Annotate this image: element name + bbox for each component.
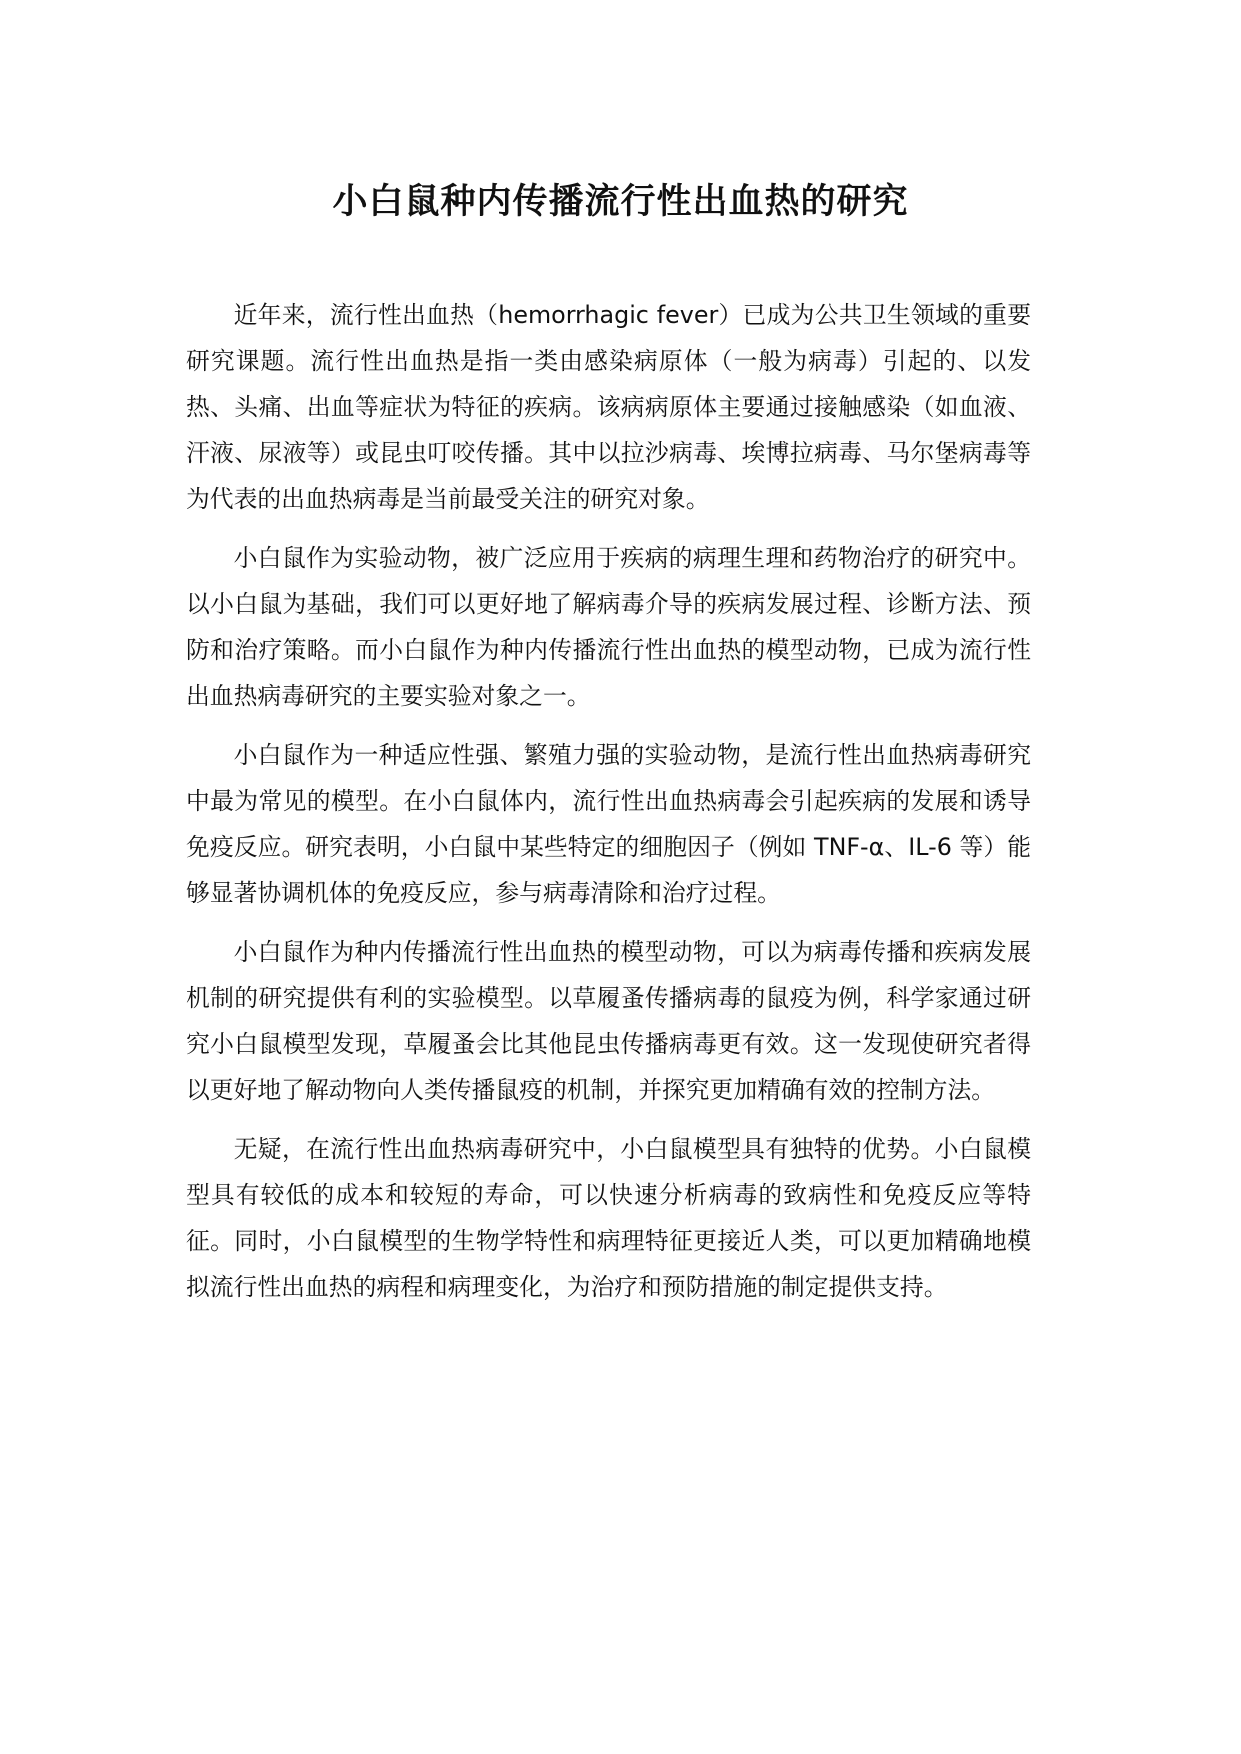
document-body	[186, 292, 1031, 1323]
document-title: 小白鼠种内传播流行性出血热的研究	[332, 182, 909, 222]
paragraph-1: 近年来，流行性出血热（hemorrhagic fever）已成为公共卫生领域的重要研究课题。流行性出血热是指一类由感染病原体（一般为病毒）引起的、以发热、头痛、出血等症状为特征的疾病。该病病原体主要通过接触感染（如血液、汗液、尿液等）或昆虫叮咬传播。其中以拉沙病毒、埃博拉病毒、马尔堡病毒等为代表的出血热病毒是当前最受关注的研究对象。	[186, 301, 1031, 513]
paragraph-5: 无疑，在流行性出血热病毒研究中，小白鼠模型具有独特的优势。小白鼠模型具有较低的成本和较短的寿命，可以快速分析病毒的致病性和免疫反应等特征。同时，小白鼠模型的生物学特性和病理特征更接近人类，可以更加精确地模拟流行性出血热的病程和病理变化，为治疗和预防措施的制定提供支持。	[186, 1135, 1031, 1301]
paragraph-3: 小白鼠作为一种适应性强、繁殖力强的实验动物，是流行性出血热病毒研究中最为常见的模型。在小白鼠体内，流行性出血热病毒会引起疾病的发展和诱导免疫反应。研究表明，小白鼠中某些特定的细胞因子（例如 TNF-α、IL-6 等）能够显著协调机体的免疫反应，参与病毒清除和治疗过程。	[186, 741, 1031, 907]
paragraph-2: 小白鼠作为实验动物，被广泛应用于疾病的病理生理和药物治疗的研究中。以小白鼠为基础，我们可以更好地了解病毒介导的疾病发展过程、诊断方法、预防和治疗策略。而小白鼠作为种内传播流行性出血热的模型动物，已成为流行性出血热病毒研究的主要实验对象之一。	[186, 544, 1031, 710]
paragraph-4: 小白鼠作为种内传播流行性出血热的模型动物，可以为病毒传播和疾病发展机制的研究提供有利的实验模型。以草履蚤传播病毒的鼠疫为例，科学家通过研究小白鼠模型发现，草履蚤会比其他昆虫传播病毒更有效。这一发现使研究者得以更好地了解动物向人类传播鼠疫的机制，并探究更加精确有效的控制方法。	[186, 938, 1031, 1104]
